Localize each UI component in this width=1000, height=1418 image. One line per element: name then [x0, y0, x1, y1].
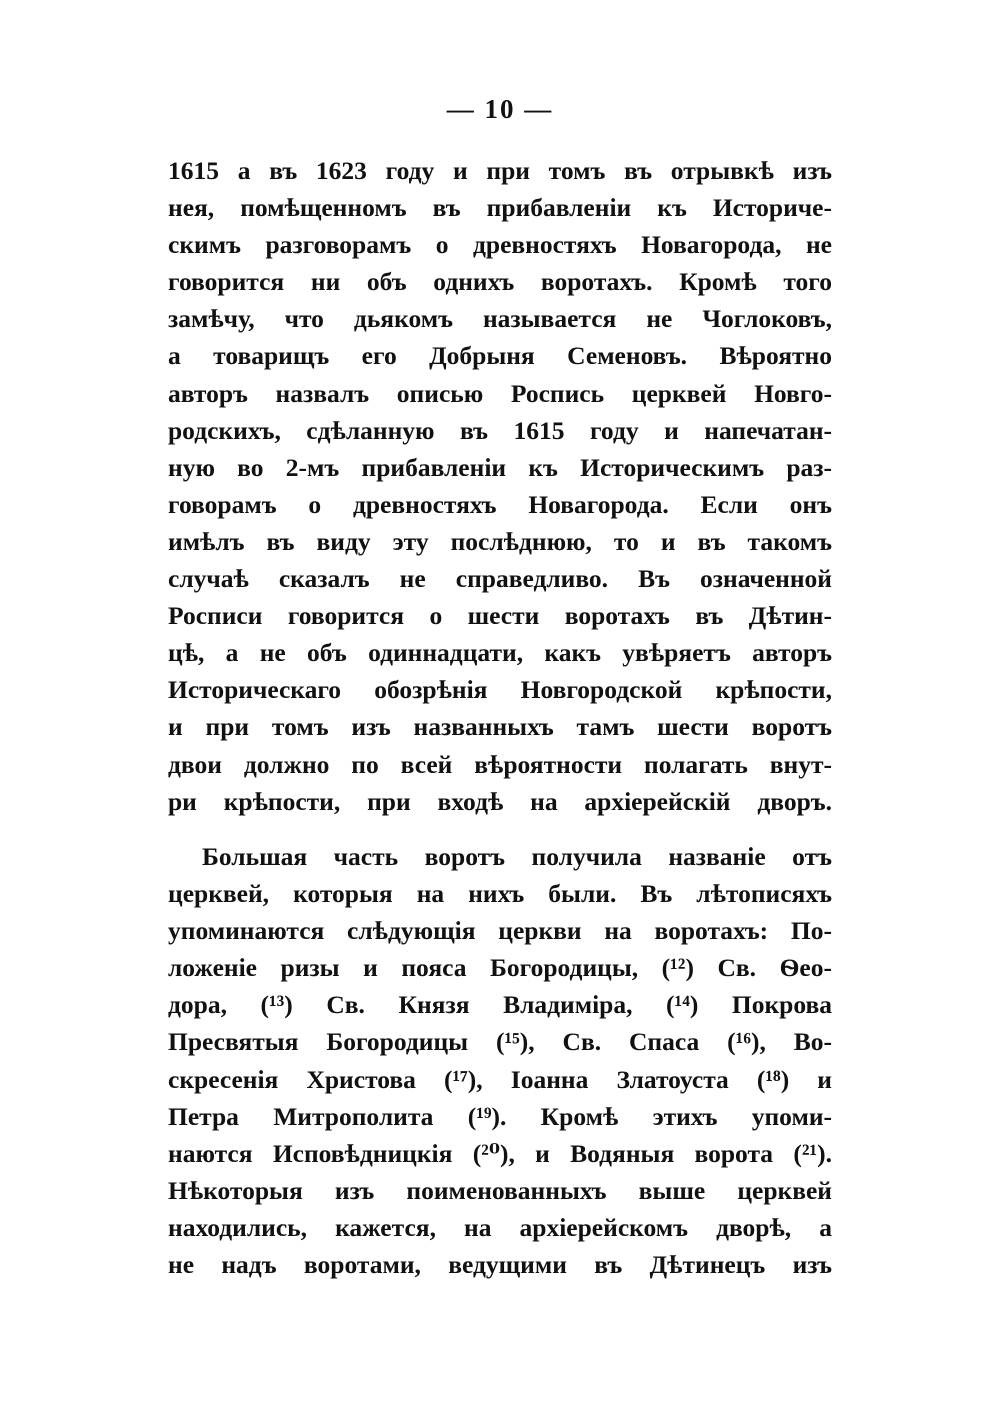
text-line: дора, (¹³) Св. Князя Владиміра, (¹⁴) Покрова	[168, 990, 832, 1020]
text-line: ную во 2-мъ прибавленіи къ Историческимъ раз-	[168, 452, 832, 482]
paragraph-2	[168, 838, 832, 1283]
text-line: Пресвятыя Богородицы (¹⁵), Св. Спаса (¹⁶), Во-	[168, 1027, 832, 1057]
text-line: цѣ, а не объ одиннадцати, какъ увѣряетъ авторъ	[168, 638, 832, 668]
text-line: наются Исповѣдницкія (²⁰), и Водяныя ворота (²¹).	[168, 1138, 832, 1168]
text-line: имѣлъ въ виду эту послѣднюю, то и въ такомъ	[168, 526, 832, 556]
text-line: церквей, которыя на нихъ были. Въ лѣтописяхъ	[168, 879, 832, 909]
text-line: а товарищъ его Добрыня Семеновъ. Вѣроятно	[168, 341, 832, 371]
text-line: находились, кажется, на архіерейскомъ дворѣ, а	[168, 1212, 832, 1242]
text-line: замѣчу, что дьякомъ называется не Чоглоковъ,	[168, 304, 832, 334]
text-line: авторъ назвалъ описью Роспись церквей Новго-	[168, 378, 832, 408]
text-line: случаѣ сказалъ не справедливо. Въ означенной	[168, 564, 832, 594]
text-line: родскихъ, сдѣланную въ 1615 году и напечатан-	[168, 415, 832, 445]
text-line: 1615 а въ 1623 году и при томъ въ отрывкѣ изъ	[168, 156, 832, 185]
text-line: упоминаются слѣдующія церкви на воротахъ: По-	[168, 916, 832, 946]
text-line: скресенія Христова (¹⁷), Іоанна Златоуста (¹⁸) и	[168, 1064, 832, 1094]
text-line: не надъ воротами, ведущими въ Дѣтинецъ изъ	[168, 1250, 832, 1280]
text-line: ри крѣпости, при входѣ на архіерейскій дворъ.	[168, 786, 832, 816]
text-line: скимъ разговорамъ о древностяхъ Новагорода, не	[168, 230, 832, 260]
text-line: говорится ни объ однихъ воротахъ. Кромѣ того	[168, 267, 832, 297]
text-line: двои должно по всей вѣроятности полагать внут-	[168, 749, 832, 779]
text-line: Нѣкоторыя изъ поименованныхъ выше церквей	[168, 1175, 832, 1205]
paragraph-1	[168, 152, 832, 820]
text-line: и при томъ изъ названныхъ тамъ шести воротъ	[168, 712, 832, 742]
page-number: — 10 —	[446, 94, 554, 124]
text-line: Историческаго обозрѣнія Новгородской крѣпости,	[168, 675, 832, 705]
text-line: нея, помѣщенномъ въ прибавленіи къ Историче-	[168, 193, 832, 223]
text-line: ложеніе ризы и пояса Богородицы, (¹²) Св. Ѳео-	[168, 953, 832, 983]
text-line: Большая часть воротъ получила названіе отъ	[202, 842, 832, 871]
text-line: говорамъ о древностяхъ Новагорода. Если онъ	[168, 489, 832, 519]
text-line: Петра Митрополита (¹⁹). Кромѣ этихъ упоми-	[168, 1101, 832, 1131]
text-line: Росписи говорится о шести воротахъ въ Дѣтин-	[168, 601, 832, 631]
